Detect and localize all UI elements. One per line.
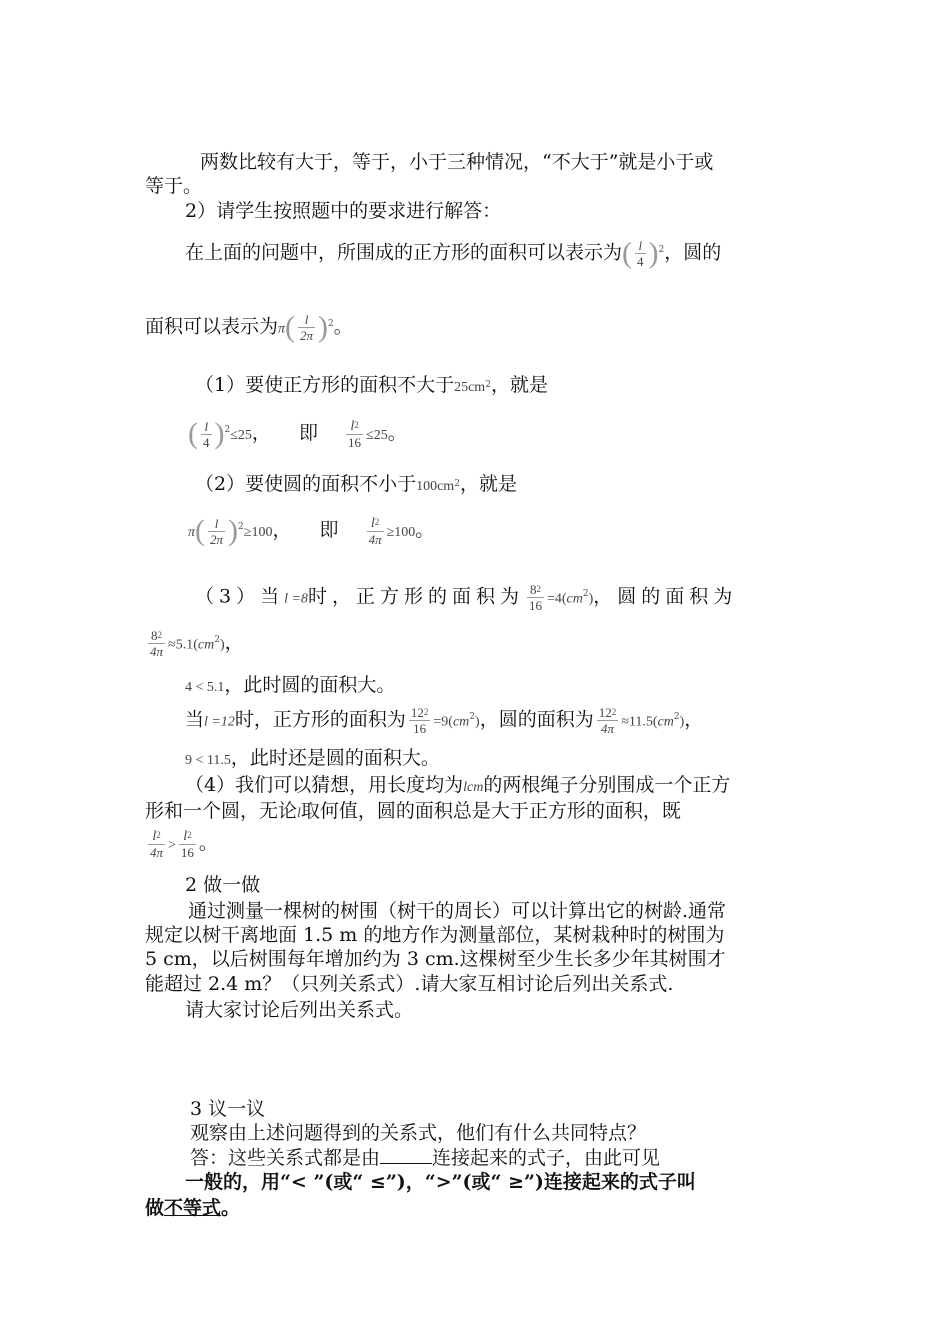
fraction-12sq-over-16 bbox=[409, 705, 431, 736]
den: 16 bbox=[180, 845, 194, 860]
paren: ( bbox=[195, 514, 206, 547]
text: （4）我们可以猜想，用长度均为 bbox=[185, 774, 464, 796]
num: l bbox=[204, 418, 209, 434]
text: 。 bbox=[415, 519, 435, 541]
section-2-paragraph-2 bbox=[145, 923, 724, 947]
num-val: 12 bbox=[598, 705, 612, 720]
math-le-25: ≤25 bbox=[366, 428, 388, 443]
math-ge-100: ≥100 bbox=[243, 525, 273, 540]
exponent: 2 bbox=[374, 517, 380, 527]
text: （3）当 bbox=[195, 585, 285, 608]
text: 等于。 bbox=[145, 175, 203, 197]
text: （2）要使圆的面积不小于 bbox=[195, 473, 417, 495]
math-100cm: 100cm bbox=[416, 479, 455, 494]
num bbox=[409, 705, 431, 720]
num-var: l bbox=[183, 829, 188, 844]
exponent: 2 bbox=[156, 830, 161, 840]
num bbox=[179, 828, 196, 844]
step-2-heading bbox=[185, 199, 501, 223]
text: 做 bbox=[145, 1197, 165, 1219]
math-gt: > bbox=[168, 838, 176, 853]
text: ，圆的 bbox=[664, 241, 722, 264]
math-approx-11-5: ≈11.5 bbox=[621, 714, 653, 730]
question-2-formula bbox=[188, 515, 434, 547]
exponent: 2 bbox=[536, 584, 541, 594]
definition-line-2 bbox=[145, 1196, 240, 1220]
num bbox=[527, 582, 544, 597]
text: 的两根绳子分别围成一个正方 bbox=[483, 774, 731, 796]
exponent: 2 bbox=[454, 479, 460, 489]
question-4-formula bbox=[145, 828, 218, 860]
question-1-formula bbox=[188, 418, 407, 450]
den: 2π bbox=[210, 531, 224, 547]
question-3-circle-value: $\frac{8^2}{4\pi}$ $\approx 5.1(cm^2)$， bbox=[150, 628, 244, 659]
math-eq-9: =9 bbox=[433, 714, 449, 730]
math-le-25: ≤25 bbox=[230, 428, 252, 443]
question-4-line-2 bbox=[145, 799, 681, 826]
num bbox=[148, 628, 165, 643]
math-25cm: 25cm bbox=[454, 380, 486, 395]
text: 3 议一议 bbox=[190, 1098, 266, 1120]
exponent: 2 bbox=[187, 830, 192, 840]
text: 即 bbox=[298, 422, 318, 444]
exponent: 2 bbox=[157, 630, 162, 640]
text: 时，正方形的面积为 bbox=[234, 708, 406, 731]
text: 答：这些关系式都是由 bbox=[190, 1147, 381, 1169]
pi-symbol: π bbox=[188, 525, 196, 540]
text: 5 cm，以后树围每年增加约为 3 cm.这棵树至少生长多少年其树围才 bbox=[145, 948, 726, 970]
text: 规定以树干离地面 1.5 m 的地方作为测量部位，某树栽种时的树围为 bbox=[145, 924, 725, 946]
fraction-l2-over-4pi bbox=[148, 828, 165, 860]
area-square-line bbox=[185, 238, 721, 269]
definition-line-1 bbox=[185, 1170, 696, 1194]
math-approx-5-1: ≈5.1 bbox=[168, 637, 194, 653]
paren: ( bbox=[188, 417, 198, 450]
unit-cm: cm bbox=[452, 714, 470, 730]
text: ，就是 bbox=[459, 473, 517, 495]
paren: ) bbox=[214, 417, 225, 450]
text: 在上面的问题中，所围成的正方形的面积可以表示为 bbox=[185, 241, 623, 264]
paren: ) bbox=[648, 236, 659, 270]
num: l bbox=[638, 238, 643, 253]
section-2-paragraph-4 bbox=[145, 972, 673, 996]
num-var: l bbox=[370, 516, 375, 531]
math-4-lt-5-1: 4 < 5.1 bbox=[185, 680, 225, 695]
text: ， bbox=[224, 631, 244, 654]
exponent: 2 bbox=[238, 522, 244, 532]
exponent: 2 bbox=[485, 380, 491, 390]
den: 4π bbox=[368, 532, 382, 547]
text: （1）要使正方形的面积不大于 bbox=[195, 374, 455, 396]
text: ，就是 bbox=[490, 374, 548, 396]
text: 。 bbox=[221, 1197, 241, 1219]
exponent: 2 bbox=[354, 420, 359, 430]
den: 4π bbox=[150, 845, 164, 860]
den: 2π bbox=[300, 328, 314, 343]
exponent: 2 bbox=[224, 425, 231, 435]
exponent: 2 bbox=[611, 707, 617, 717]
exponent: 2 bbox=[658, 245, 665, 255]
math-ge-100: ≥100 bbox=[386, 525, 416, 540]
num: l bbox=[214, 515, 219, 531]
num-val: 12 bbox=[410, 705, 424, 720]
text: ， bbox=[272, 519, 292, 541]
term-inequality: 不等式 bbox=[164, 1197, 222, 1219]
question-3-conclusion-2 bbox=[185, 746, 440, 773]
text: 。 bbox=[333, 315, 353, 338]
text: 时，正方形的面积为 bbox=[307, 585, 524, 608]
num bbox=[367, 515, 384, 531]
text: 面积可以表示为 bbox=[145, 315, 279, 338]
text: 两数比较有大于，等于，小于三种情况，“不大于”就是小于或 bbox=[200, 151, 714, 173]
exponent: 2 bbox=[423, 707, 429, 717]
section-2-heading bbox=[185, 873, 260, 897]
fraction-8sq-over-16 bbox=[527, 582, 544, 613]
den: 16 bbox=[348, 435, 362, 450]
section-2-paragraph-5 bbox=[185, 998, 413, 1022]
exponent: 2 bbox=[469, 712, 476, 722]
den: 4π bbox=[597, 720, 619, 736]
num-var: l bbox=[152, 829, 157, 844]
text: ， bbox=[684, 708, 704, 731]
text: 一般的，用“< ”(或“ ≤”)，“>”(或“ ≥”)连接起来的式子叫 bbox=[185, 1171, 696, 1193]
text: 能超过 2.4 m？（只列关系式）.请大家互相讨论后列出关系式. bbox=[145, 973, 674, 995]
num bbox=[148, 828, 165, 844]
unit-cm: cm bbox=[197, 637, 215, 653]
exponent: 2 bbox=[673, 712, 680, 722]
math-eq-4: =4 bbox=[546, 591, 562, 607]
text: 观察由上述问题得到的关系式，他们有什么共同特点？ bbox=[190, 1122, 647, 1144]
text: 即 bbox=[319, 519, 339, 541]
fraction-12sq-over-4pi bbox=[597, 705, 619, 736]
den: 4π bbox=[150, 644, 164, 659]
text: ， bbox=[251, 422, 271, 444]
den: 16 bbox=[528, 598, 542, 613]
num-var: l bbox=[350, 419, 355, 434]
num-val: 8 bbox=[529, 582, 537, 597]
num: l bbox=[304, 312, 309, 327]
num-val: 8 bbox=[151, 628, 158, 643]
fraction-l-over-2pi bbox=[298, 312, 315, 343]
text: ，圆的面积为 bbox=[479, 708, 594, 731]
exponent: 2 bbox=[582, 589, 589, 599]
section-3-paragraph-1 bbox=[190, 1121, 646, 1145]
text: 。 bbox=[198, 832, 218, 854]
text: 取何值，圆的面积总是大于正方形的面积，既 bbox=[300, 800, 681, 822]
section-3-heading bbox=[190, 1097, 265, 1121]
text: 连接起来的式子，由此可见 bbox=[432, 1147, 661, 1169]
fraction-l2-over-4pi bbox=[367, 515, 384, 547]
text: 。 bbox=[387, 422, 407, 444]
section-2-paragraph-1 bbox=[188, 899, 726, 923]
text: ，此时还是圆的面积大。 bbox=[230, 747, 440, 769]
paren: ) bbox=[228, 514, 239, 547]
fraction-l2-over-16 bbox=[179, 828, 196, 860]
fraction-8sq-over-4pi bbox=[148, 628, 165, 659]
den: 4 bbox=[203, 434, 210, 450]
math-l: l bbox=[297, 806, 301, 821]
paragraph-compare bbox=[200, 150, 713, 174]
exponent: 2 bbox=[328, 319, 334, 329]
den: 4 bbox=[637, 254, 644, 269]
text: 通过测量一棵树的树围（树干的周长）可以计算出它的树龄.通常 bbox=[188, 900, 727, 922]
pi-symbol: π bbox=[278, 321, 286, 337]
den: 16 bbox=[409, 720, 431, 736]
math-9-lt-11-5: 9 < 11.5 bbox=[185, 753, 231, 768]
area-circle-line bbox=[145, 312, 353, 343]
math-lcm: lcm bbox=[463, 780, 484, 795]
fraction-l-over-4 bbox=[201, 419, 212, 450]
text: 2 做一做 bbox=[185, 874, 261, 896]
question-1-line bbox=[195, 373, 548, 400]
paren: ( bbox=[622, 236, 633, 270]
fill-in-blank[interactable] bbox=[380, 1145, 432, 1164]
section-2-paragraph-3 bbox=[145, 947, 726, 971]
text: 2）请学生按照题中的要求进行解答： bbox=[185, 200, 502, 222]
math-l-8: l =8 bbox=[284, 591, 308, 607]
fraction-l-over-4 bbox=[635, 238, 646, 269]
unit-cm: cm bbox=[566, 591, 583, 607]
question-3-conclusion bbox=[185, 673, 395, 700]
text: 请大家讨论后列出关系式。 bbox=[185, 999, 414, 1021]
fraction-l2-over-16 bbox=[346, 418, 363, 450]
question-3-line: （3）当l =8时，正方形的面积为 $\frac{8^2}{16}$ $=4(cm^2)$，圆的面积为 bbox=[195, 582, 738, 613]
paren: ( bbox=[285, 310, 296, 344]
text: 当 bbox=[185, 708, 205, 731]
text: 形和一个圆，无论 bbox=[145, 800, 298, 822]
section-3-answer bbox=[190, 1145, 660, 1170]
num bbox=[597, 705, 619, 720]
question-3-l12-line: 当l =12时，正方形的面积为 $\frac{12^2}{16}$ $=9(cm^2)$，圆的面积为 $\frac{12^2}{4\pi}$ $\approx 11.5(cm^2)$， bbox=[185, 705, 704, 736]
num bbox=[346, 418, 363, 434]
question-4-line bbox=[185, 773, 730, 800]
paren: ) bbox=[318, 310, 329, 344]
exponent: 2 bbox=[214, 635, 220, 645]
fraction-l-over-2pi bbox=[208, 516, 225, 547]
text: ，圆的面积为 bbox=[593, 585, 738, 608]
text: ，此时圆的面积大。 bbox=[224, 674, 396, 696]
paragraph-compare-cont bbox=[145, 174, 202, 198]
question-2-line bbox=[195, 472, 517, 499]
math-l-12: l =12 bbox=[204, 714, 235, 730]
unit-cm: cm bbox=[657, 714, 674, 730]
